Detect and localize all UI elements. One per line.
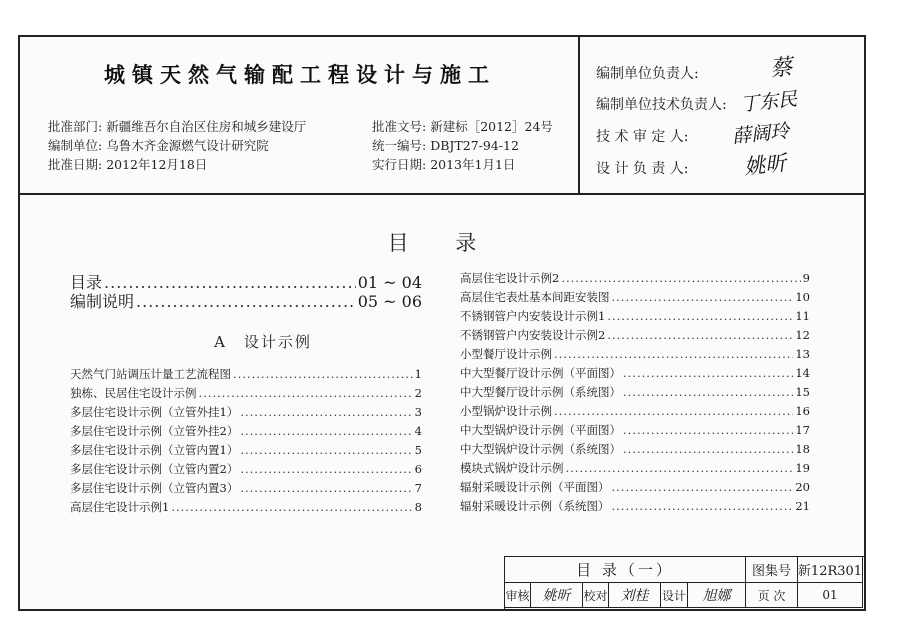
toc-entry [460, 270, 810, 287]
toc-leader [240, 481, 412, 495]
review-signature: 姚昕 [531, 583, 583, 608]
toc-entry-page: 10 [795, 290, 810, 304]
toc-entry-page: 11 [795, 309, 810, 323]
atlas-title: 城镇天然气输配工程设计与施工 [104, 63, 496, 87]
approval-dept [48, 117, 306, 136]
approval-dept-label: 批准部门: [48, 119, 103, 134]
toc-entry-page: 19 [795, 461, 810, 475]
toc-entry-page: 18 [795, 442, 810, 456]
toc-entry-page: 5 [414, 443, 422, 457]
toc-entry-page: 01 ~ 04 [357, 273, 422, 292]
toc-entry [460, 403, 810, 420]
design-signature: 旭娜 [688, 583, 746, 608]
toc-entry-page: 15 [795, 385, 810, 399]
header-info [20, 37, 580, 193]
toc-entry-title: 模块式锅炉设计示例 [460, 461, 564, 475]
title-block [504, 556, 864, 609]
tech-head-label: 编制单位技术负责人: [596, 97, 727, 113]
toc-entry-page: 21 [795, 499, 810, 513]
compiler-value: 乌鲁木齐金源燃气设计研究院 [106, 138, 269, 153]
section-a-heading: A 设计示例 [214, 333, 312, 351]
toc-entry-page: 12 [795, 328, 810, 342]
unified-no-label: 统一编号: [372, 138, 427, 153]
toc-entry [70, 423, 422, 440]
toc-entry-page: 7 [414, 481, 422, 495]
toc-entry-title: 中大型餐厅设计示例（平面图） [460, 366, 621, 380]
designer-row [596, 158, 734, 178]
toc-entry-page: 8 [414, 500, 422, 514]
drawing-sheet [18, 35, 866, 611]
toc-entry-title: 天然气门站调压计量工艺流程图 [70, 367, 231, 381]
toc-entry [460, 422, 810, 439]
toc-entry-page: 14 [795, 366, 810, 380]
toc-leader [623, 385, 793, 399]
toc-leader [612, 499, 794, 513]
toc-leader [240, 443, 412, 457]
toc-entry-title: 多层住宅设计示例（立管外挂1） [70, 405, 239, 419]
toc-leader [623, 366, 793, 380]
tech-head-row [596, 94, 734, 114]
toc-leader [240, 405, 412, 419]
tech-head-signature: 丁东民 [739, 88, 799, 116]
designer-label: 设 计 负 责 人: [596, 161, 689, 177]
toc-entry-preface [70, 289, 422, 311]
toc-entry-title: 不锈钢管户内安装设计示例1 [460, 309, 606, 323]
toc-entry-page: 6 [414, 462, 422, 476]
toc-entry [70, 404, 422, 421]
approval-date-value: 2012年12月18日 [106, 157, 208, 172]
toc-entry-title: 独栋、民居住宅设计示例 [70, 386, 197, 400]
header-block [20, 37, 864, 195]
toc-entry-title: 高层住宅设计示例2 [460, 271, 560, 285]
toc-entry-title: 小型锅炉设计示例 [460, 404, 552, 418]
toc-entry-title: 多层住宅设计示例（立管内置1） [70, 443, 239, 457]
toc-leader [199, 386, 413, 400]
approval-dept-value: 新疆维吾尔自治区住房和城乡建设厅 [106, 119, 307, 134]
reviewer-row [596, 126, 734, 146]
toc-entry-title: 中大型锅炉设计示例（系统图） [460, 442, 621, 456]
toc-leader [171, 500, 412, 514]
toc-entry-title: 不锈钢管户内安装设计示例2 [460, 328, 606, 342]
toc-entry [70, 461, 422, 478]
toc-entry-page: 9 [802, 271, 810, 285]
designer-signature: 姚昕 [742, 150, 788, 180]
toc-leader [233, 367, 413, 381]
toc-entry-title: 编制说明 [70, 292, 135, 311]
toc-entry [460, 289, 810, 306]
toc-leader [136, 292, 356, 311]
toc-leader [607, 309, 793, 323]
toc-entry-title: 高层住宅表灶基本间距安装图 [460, 290, 610, 304]
atlas-no-label: 图集号 [746, 557, 798, 583]
toc-entry [70, 480, 422, 497]
toc-entry [460, 384, 810, 401]
toc-leader [240, 462, 412, 476]
toc-entry-title: 多层住宅设计示例（立管外挂2） [70, 424, 239, 438]
unified-no-value: DBJT27-94-12 [430, 138, 519, 153]
toc-leader [612, 290, 794, 304]
sheet-name: 目 录（一） [505, 557, 746, 583]
compiler [48, 136, 269, 155]
toc-leader [554, 404, 793, 418]
toc-entry [460, 346, 810, 363]
toc-entry-title: 辐射采暖设计示例（系统图） [460, 499, 610, 513]
check-signature: 刘桂 [609, 583, 661, 608]
toc-entry-title: 多层住宅设计示例（立管内置3） [70, 481, 239, 495]
unified-no [372, 136, 519, 155]
compiler-label: 编制单位: [48, 138, 103, 153]
toc-title: 目 录 [387, 231, 497, 255]
page-number: 01 [798, 583, 863, 608]
review-label: 审核 [505, 583, 531, 608]
unit-head-signature: 蔡 [768, 54, 794, 83]
doc-no [372, 117, 553, 136]
toc-entry [460, 441, 810, 458]
reviewer-signature: 薛阔玲 [731, 120, 791, 148]
toc-entry [460, 308, 810, 325]
toc-entry-title: 中大型餐厅设计示例（系统图） [460, 385, 621, 399]
toc-entry [460, 327, 810, 344]
check-label: 校对 [583, 583, 609, 608]
toc-entry-page: 2 [414, 386, 422, 400]
doc-no-value: 新建标［2012］24号 [430, 119, 553, 134]
atlas-no: 新12R301 [798, 557, 863, 583]
toc-entry-page: 13 [795, 347, 810, 361]
toc-entry-page: 3 [414, 405, 422, 419]
toc-entry-page: 4 [414, 424, 422, 438]
toc-entry-page: 1 [414, 367, 422, 381]
toc-entry [70, 366, 422, 383]
toc-entry-page: 16 [795, 404, 810, 418]
toc-entry-page: 05 ~ 06 [357, 292, 422, 311]
toc-entry [70, 385, 422, 402]
toc-leader [623, 423, 793, 437]
responsible-persons [582, 37, 864, 193]
effective-date [372, 155, 515, 174]
reviewer-label: 技 术 审 定 人: [596, 129, 689, 145]
effective-date-value: 2013年1月1日 [430, 157, 516, 172]
page-label: 页 次 [746, 583, 798, 608]
toc-entry [460, 498, 810, 515]
toc-entry-title: 小型餐厅设计示例 [460, 347, 552, 361]
unit-head-label: 编制单位负责人: [596, 66, 699, 82]
toc-entry-title: 中大型锅炉设计示例（平面图） [460, 423, 621, 437]
toc-leader [612, 480, 794, 494]
toc-entry-title: 高层住宅设计示例1 [70, 500, 170, 514]
toc-leader [554, 347, 793, 361]
toc-entry [460, 460, 810, 477]
toc-entry-page: 20 [795, 480, 810, 494]
toc-entry-title: 辐射采暖设计示例（平面图） [460, 480, 610, 494]
toc-leader [566, 461, 794, 475]
toc-leader [607, 328, 793, 342]
toc-entry [70, 442, 422, 459]
approval-date-label: 批准日期: [48, 157, 103, 172]
toc-entry-title: 目录 [70, 273, 103, 292]
effective-date-label: 实行日期: [372, 157, 427, 172]
toc-entry-title: 多层住宅设计示例（立管内置2） [70, 462, 239, 476]
toc-leader [623, 442, 793, 456]
toc-entry-contents [70, 270, 422, 292]
toc-entry [460, 365, 810, 382]
design-label: 设计 [661, 583, 688, 608]
toc-entry [70, 499, 422, 516]
toc-entry [460, 479, 810, 496]
toc-entry-page: 17 [795, 423, 810, 437]
approval-date [48, 155, 207, 174]
doc-no-label: 批准文号: [372, 119, 427, 134]
toc-leader [561, 271, 800, 285]
toc-leader [240, 424, 412, 438]
unit-head-row [596, 63, 734, 83]
